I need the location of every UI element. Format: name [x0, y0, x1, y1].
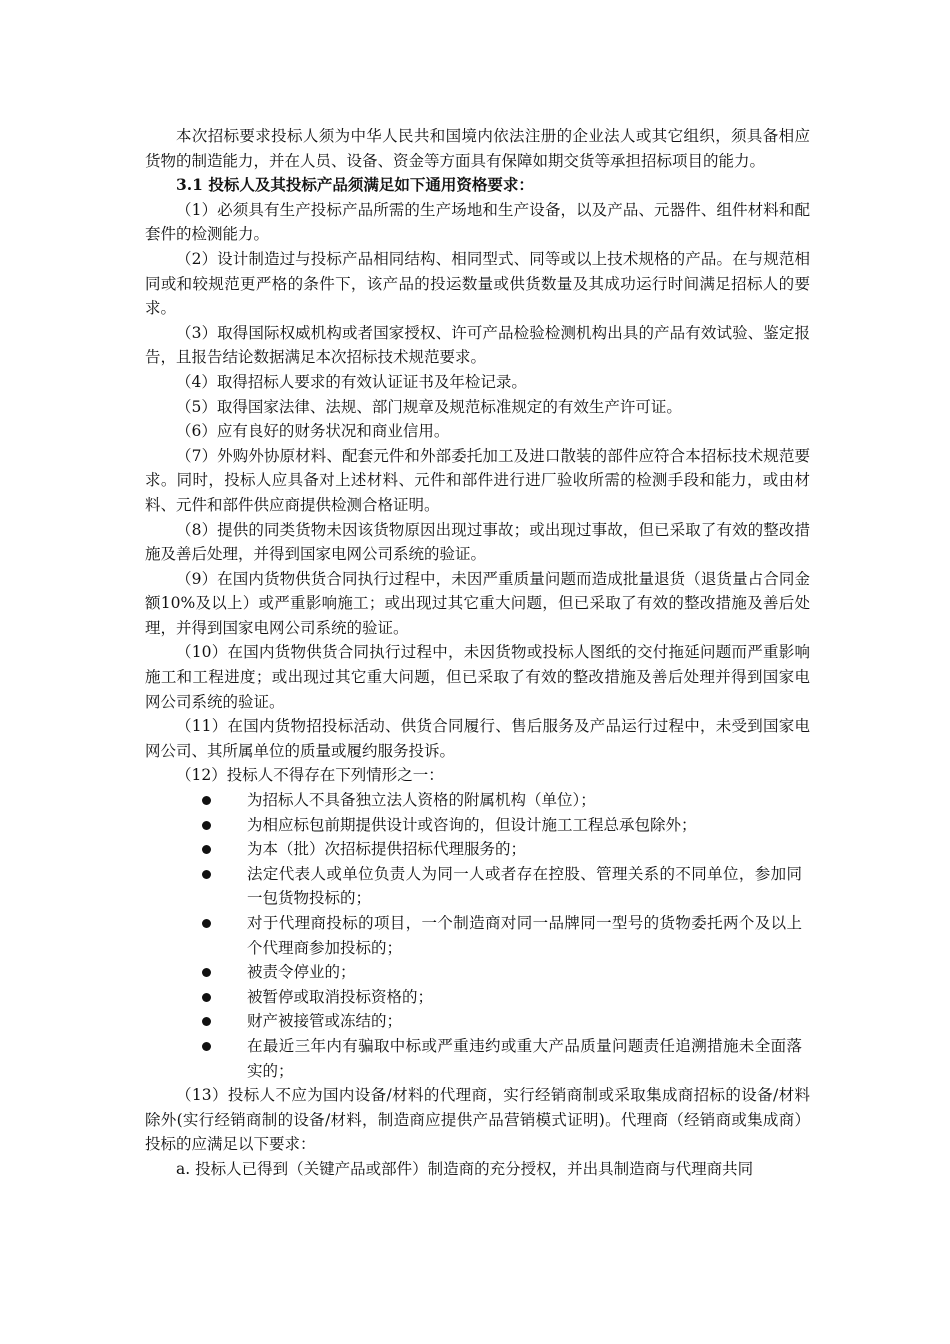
- requirement-item-10: （10）在国内货物供货合同执行过程中，未因货物或投标人图纸的交付拖延问题而严重影响施工和工程进度；或出现过其它重大问题，但已采取了有效的整改措施及善后处理并得到国家电网公司系统的验证。: [145, 643, 810, 711]
- requirement-item-13a: a. 投标人已得到（关键产品或部件）制造商的充分授权，并出具制造商与代理商共同: [176, 1159, 754, 1178]
- requirement-item-6: （6）应有良好的财务状况和商业信用。: [176, 422, 450, 441]
- requirement-item-5: （5）取得国家法律、法规、部门规章及规范标准规定的有效生产许可证。: [176, 397, 682, 416]
- list-item-text: 对于代理商投标的项目，一个制造商对同一品牌同一型号的货物委托两个及以上个代理商参加投标的；: [247, 914, 802, 957]
- list-item: [145, 862, 810, 911]
- requirement-item-3: （3）取得国际权威机构或者国家授权、许可产品检验检测机构出具的产品有效试验、鉴定报告，且报告结论数据满足本次招标技术规范要求。: [145, 323, 810, 367]
- bullet-icon: [202, 919, 211, 928]
- bullet-icon: [202, 870, 211, 879]
- bullet-icon: [202, 993, 211, 1002]
- requirement-item-13: （13）投标人不应为国内设备/材料的代理商，实行经销商制或采取集成商招标的设备/材料除外(实行经销商制的设备/材料，制造商应提供产品营销模式证明)。代理商（经销商或集成商）投标的应满足以下要求：: [145, 1086, 810, 1154]
- list-item: [145, 1009, 810, 1034]
- list-item: [145, 788, 810, 813]
- section-heading: 3.1 投标人及其投标产品须满足如下通用资格要求：: [176, 175, 534, 195]
- requirement-item-11: （11）在国内货物招投标活动、供货合同履行、售后服务及产品运行过程中，未受到国家电网公司、其所属单位的质量或履约服务投诉。: [145, 717, 810, 760]
- list-item-text: 财产被接管或冻结的；: [247, 1012, 403, 1031]
- requirement-item-7: （7）外购外协原材料、配套元件和外部委托加工及进口散装的部件应符合本招标技术规范要求。同时，投标人应具备对上述材料、元件和部件进行进厂验收所需的检测手段和能力，或由材料、元件和部件供应商提供检测合格证明。: [145, 446, 810, 514]
- list-item-text: 在最近三年内有骗取中标或严重违约或重大产品质量问题责任追溯措施未全面落实的；: [247, 1036, 802, 1080]
- requirement-item-2: （2）设计制造过与投标产品相同结构、相同型式、同等或以上技术规格的产品。在与规范相同或和较规范更严格的条件下，该产品的投运数量或供货数量及其成功运行时间满足招标人的要求。: [145, 249, 810, 318]
- list-item: [145, 985, 810, 1010]
- list-item: [145, 1034, 810, 1083]
- requirement-item-1: （1）必须具有生产投标产品所需的生产场地和生产设备，以及产品、元器件、组件材料和配套件的检测能力。: [145, 200, 810, 244]
- exclusion-list: [145, 788, 810, 1083]
- list-item-text: 法定代表人或单位负责人为同一人或者存在控股、管理关系的不同单位，参加同一包货物投标的；: [247, 864, 802, 908]
- list-item: [145, 837, 810, 862]
- bullet-icon: [202, 796, 211, 805]
- list-item-text: 被暂停或取消投标资格的；: [247, 987, 434, 1006]
- bullet-icon: [202, 1042, 211, 1051]
- bullet-icon: [202, 1017, 211, 1026]
- requirement-item-4: （4）取得招标人要求的有效认证证书及年检记录。: [176, 372, 527, 391]
- intro-paragraph: 本次招标要求投标人须为中华人民共和国境内依法注册的企业法人或其它组织，须具备相应货物的制造能力，并在人员、设备、资金等方面具有保障如期交货等承担招标项目的能力。: [145, 127, 810, 170]
- list-item: [145, 813, 810, 838]
- bullet-icon: [202, 821, 211, 830]
- list-item-text: 被责令停业的；: [247, 963, 356, 982]
- list-item-text: 为招标人不具备独立法人资格的附属机构（单位）；: [247, 791, 596, 810]
- list-item: [145, 960, 810, 985]
- list-item: [145, 911, 810, 960]
- requirement-item-12: （12）投标人不得存在下列情形之一：: [176, 766, 444, 785]
- requirement-item-8: （8）提供的同类货物未因该货物原因出现过事故；或出现过事故，但已采取了有效的整改措施及善后处理，并得到国家电网公司系统的验证。: [145, 520, 810, 564]
- requirement-item-9: （9）在国内货物供货合同执行过程中，未因严重质量问题而造成批量退货（退货量占合同金额10%及以上）或严重影响施工；或出现过其它重大问题，但已采取了有效的整改措施及善后处理，并得到国家电网公司系统的验证。: [145, 569, 810, 637]
- document-page: [145, 124, 810, 1182]
- list-item-text: 为相应标包前期提供设计或咨询的，但设计施工工程总承包除外；: [247, 815, 697, 834]
- bullet-icon: [202, 968, 211, 977]
- list-item-text: 为本（批）次招标提供招标代理服务的；: [247, 840, 527, 859]
- bullet-icon: [202, 845, 211, 854]
